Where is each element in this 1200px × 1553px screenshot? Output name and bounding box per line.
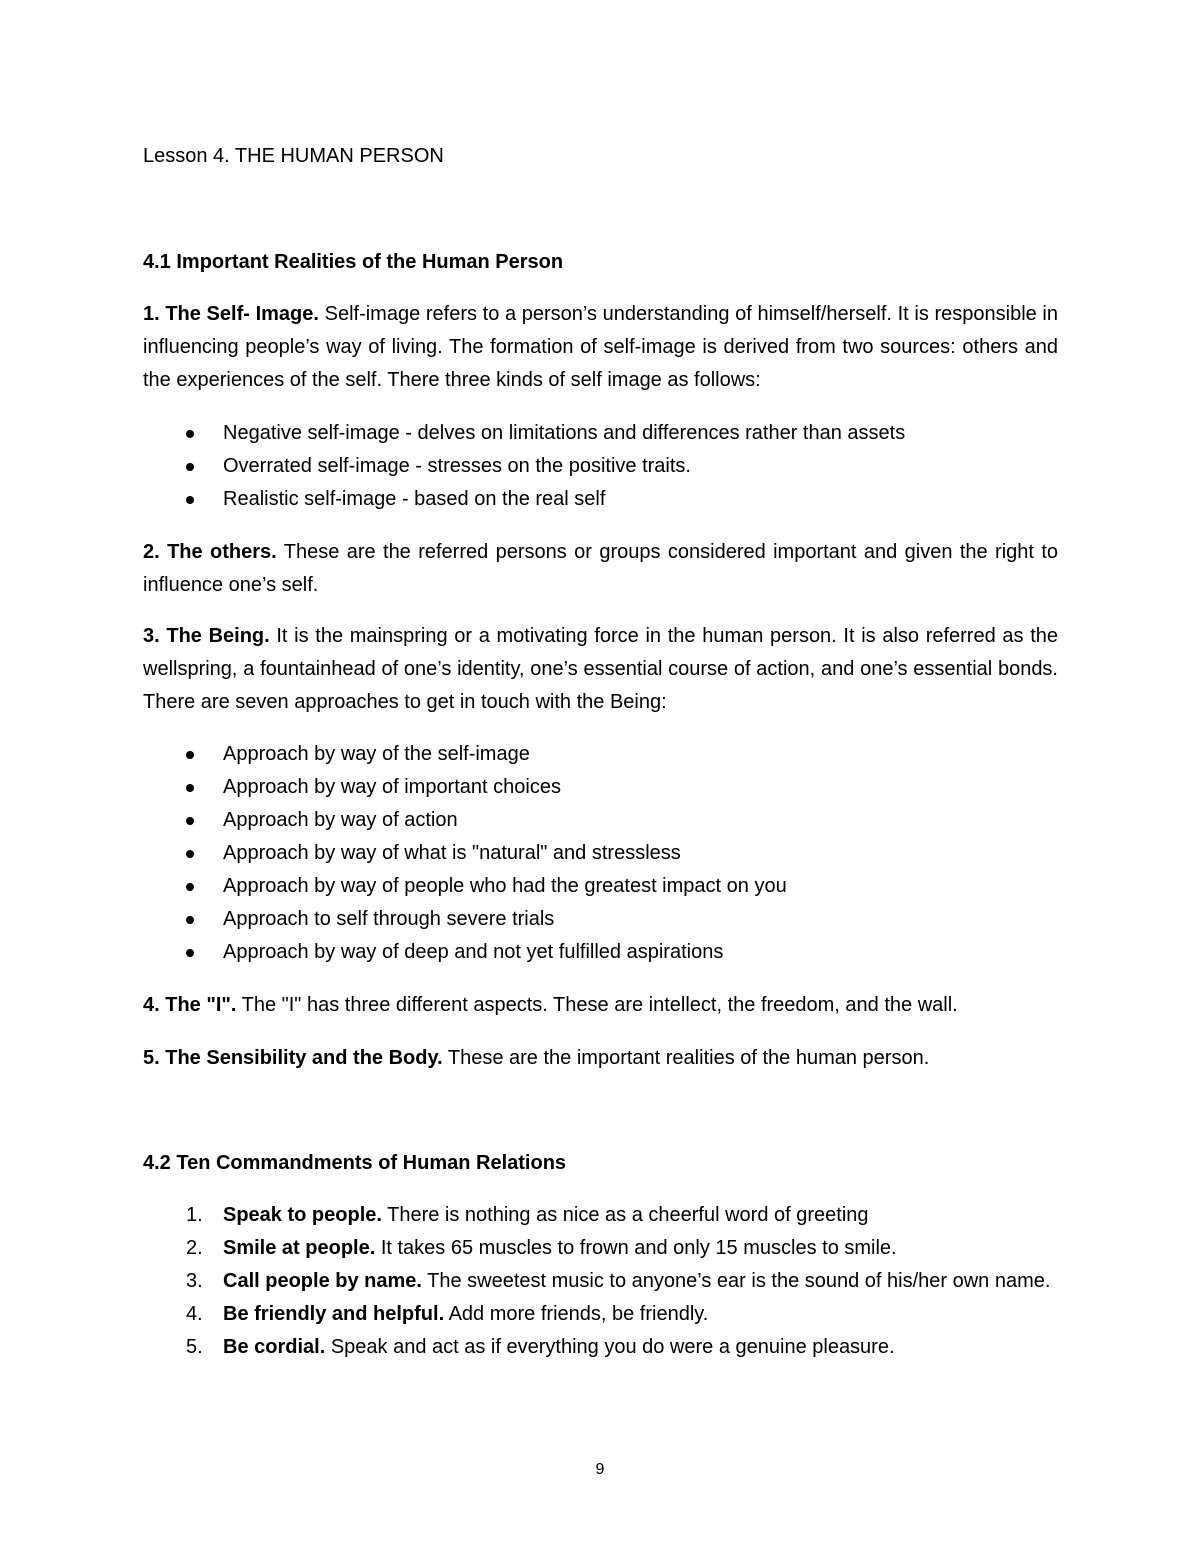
list-item <box>143 1298 1058 1331</box>
bullet-icon <box>186 916 194 924</box>
being-approaches-list <box>143 738 1058 969</box>
list-item-text: Approach by way of the self-image <box>223 743 530 765</box>
list-item <box>143 837 1058 870</box>
commandment-text: There is nothing as nice as a cheerful word of greeting <box>381 1204 869 1226</box>
commandment-heading: Be friendly and helpful. <box>223 1303 445 1325</box>
text-others: These are the referred persons or groups considered important and given the right to influence one’s self. <box>143 541 1059 596</box>
bullet-icon <box>186 751 194 759</box>
paragraph-sensibility-body <box>143 1042 1058 1075</box>
text-i: The "I" has three different aspects. These are intellect, the freedom, and the wall. <box>236 994 958 1016</box>
list-number: 1. <box>186 1204 203 1226</box>
bullet-icon <box>186 463 194 471</box>
commandment-text: Add more friends, be friendly. <box>444 1303 709 1325</box>
list-item-text: Negative self-image - delves on limitations and differences rather than assets <box>223 422 906 444</box>
list-item <box>143 870 1058 903</box>
list-item-text: Overrated self-image - stresses on the positive traits. <box>223 455 691 477</box>
list-item-text: Approach by way of important choices <box>223 776 561 798</box>
self-image-kinds-list <box>143 417 1058 516</box>
list-item-text: Approach to self through severe trials <box>223 908 555 930</box>
commandment-heading: Smile at people. <box>223 1237 376 1259</box>
bullet-icon <box>186 430 194 438</box>
paragraph-self-image <box>143 298 1058 397</box>
list-item <box>143 1232 1058 1265</box>
commandment-heading: Speak to people. <box>223 1204 382 1226</box>
commandment-text: The sweetest music to anyone’s ear is the sound of his/her own name. <box>421 1270 1051 1292</box>
heading-others: 2. The others. <box>143 541 277 563</box>
bullet-icon <box>186 883 194 891</box>
list-item <box>143 936 1058 969</box>
commandments-list <box>143 1199 1058 1364</box>
section-2-title: 4.2 Ten Commandments of Human Relations <box>143 1152 567 1174</box>
list-item-text: Approach by way of deep and not yet fulfilled aspirations <box>223 941 724 963</box>
list-number: 4. <box>186 1303 203 1325</box>
list-item <box>143 903 1058 936</box>
list-number: 3. <box>186 1270 203 1292</box>
list-item-text: Approach by way of action <box>223 809 458 831</box>
list-item <box>143 804 1058 837</box>
bullet-icon <box>186 817 194 825</box>
list-item-text: Approach by way of people who had the greatest impact on you <box>223 875 787 897</box>
commandment-text: Speak and act as if everything you do were a genuine pleasure. <box>325 1336 895 1358</box>
lesson-title: Lesson 4. THE HUMAN PERSON <box>143 145 444 167</box>
heading-sensibility-body: 5. The Sensibility and the Body. <box>143 1047 443 1069</box>
list-item-text: Approach by way of what is "natural" and stressless <box>223 842 681 864</box>
list-number: 2. <box>186 1237 203 1259</box>
text-sensibility-body: These are the important realities of the human person. <box>442 1047 930 1069</box>
list-item <box>143 1265 1058 1298</box>
list-item-text: Realistic self-image - based on the real self <box>223 488 606 510</box>
section-1-title: 4.1 Important Realities of the Human Person <box>143 251 564 273</box>
text-self-image: Self-image refers to a person’s understanding of himself/herself. It is responsible in influencing people’s way of living. The formation of self-image is derived from two sources: others and the experiences of the self. There three kinds of self image as follows: <box>143 303 1058 391</box>
heading-being: 3. The Being. <box>143 625 270 647</box>
bullet-icon <box>186 496 194 504</box>
commandment-heading: Be cordial. <box>223 1336 326 1358</box>
heading-i: 4. The "I". <box>143 994 237 1016</box>
list-item <box>143 738 1058 771</box>
list-item <box>143 483 1058 516</box>
bullet-icon <box>186 850 194 858</box>
list-item <box>143 1331 1058 1364</box>
paragraph-i <box>143 989 1058 1022</box>
list-number: 5. <box>186 1336 203 1358</box>
list-item <box>143 1199 1058 1232</box>
list-item <box>143 450 1058 483</box>
bullet-icon <box>186 784 194 792</box>
text-being: It is the mainspring or a motivating force in the human person. It is also referred as the wellspring, a fountainhead of one’s identity, one’s essential course of action, and one’s essential bonds. There are seven approaches to get in touch with the Being: <box>143 625 1058 713</box>
list-item <box>143 417 1058 450</box>
list-item <box>143 771 1058 804</box>
commandment-heading: Call people by name. <box>223 1270 422 1292</box>
bullet-icon <box>186 949 194 957</box>
commandment-text: It takes 65 muscles to frown and only 15 muscles to smile. <box>375 1237 897 1259</box>
paragraph-others <box>143 536 1058 602</box>
paragraph-being <box>143 620 1058 719</box>
heading-self-image: 1. The Self- Image. <box>143 303 319 325</box>
page-number: 9 <box>595 1461 605 1478</box>
